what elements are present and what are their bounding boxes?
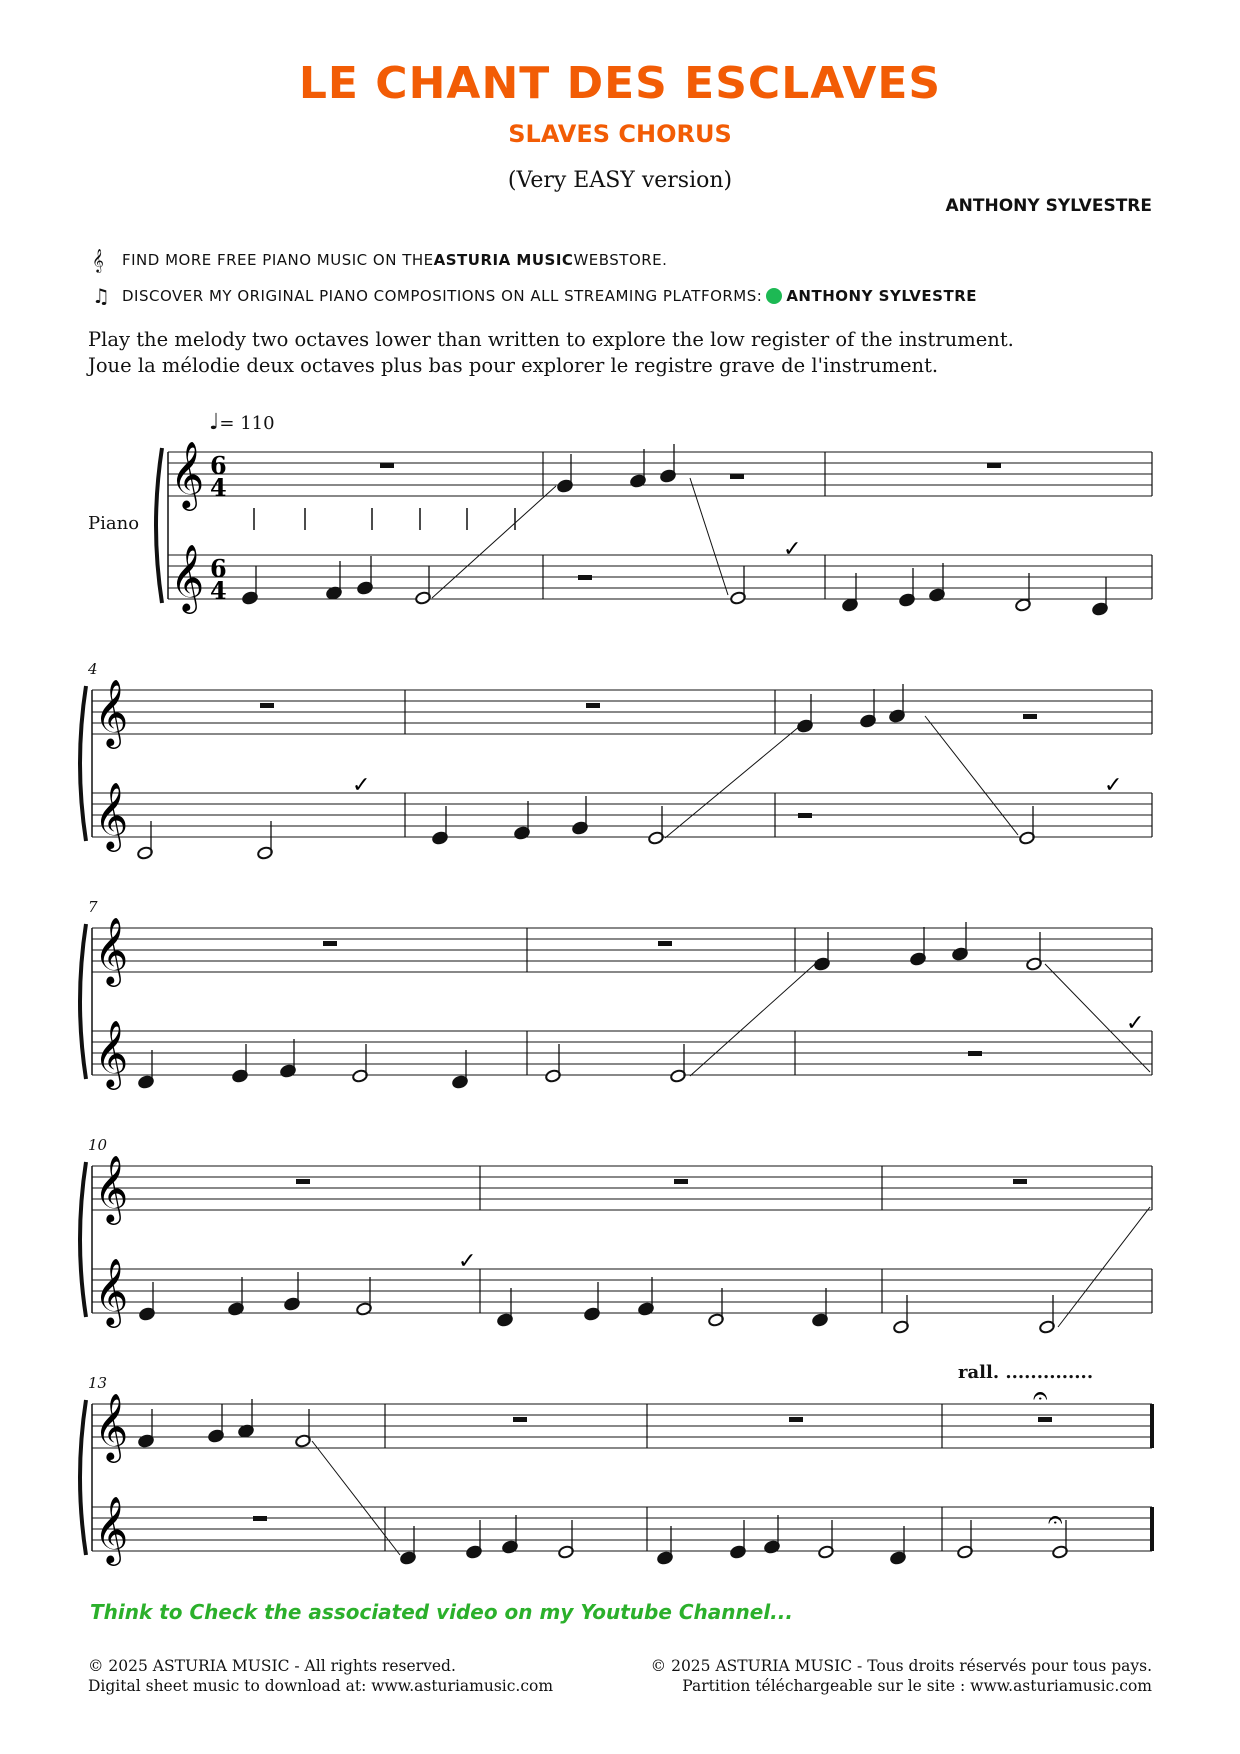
whole-rest — [260, 703, 274, 708]
voice-line — [312, 1441, 400, 1555]
measure-number: 4 — [88, 660, 98, 678]
instruction-french: Joue la mélodie deux octaves plus bas pour explorer le registre grave de l'instrument. — [88, 354, 939, 377]
whole-rest — [253, 1516, 267, 1521]
time-signature-top: 6 — [210, 554, 227, 583]
page-title: LE CHANT DES ESCLAVES — [298, 58, 942, 109]
voice-line — [432, 486, 556, 598]
check-mark-icon: ✓ — [352, 773, 371, 798]
whole-rest — [1013, 1179, 1027, 1184]
measure-number: 13 — [88, 1374, 108, 1392]
fermata-icon: 𝄐 — [1033, 1381, 1048, 1411]
fermata-icon: 𝄐 — [1048, 1505, 1063, 1535]
treble-clef-icon: 𝄞 — [94, 916, 129, 984]
promo-suffix: WEBSTORE. — [573, 251, 668, 269]
whole-rest — [1038, 1417, 1052, 1422]
measure-number: 10 — [88, 1136, 108, 1154]
brace-icon — [80, 1162, 86, 1317]
whole-rest — [798, 813, 812, 818]
whole-rest — [323, 941, 337, 946]
treble-clef-icon: 𝄞 — [94, 1154, 129, 1222]
version-label: (Very EASY version) — [507, 168, 733, 193]
voice-line — [690, 964, 815, 1076]
brace-icon — [80, 686, 86, 841]
time-signature-bottom: 4 — [210, 473, 227, 502]
whole-rest — [586, 703, 600, 708]
treble-clef-icon: 𝄞 — [94, 1019, 129, 1087]
promo-text: FIND MORE FREE PIANO MUSIC ON THE — [122, 251, 434, 269]
treble-clef-icon: 𝄞 — [94, 1392, 129, 1460]
voice-line — [665, 726, 800, 838]
tempo-marking — [209, 410, 275, 435]
download-link-en[interactable]: Digital sheet music to download at: www.asturiamusic.com — [88, 1677, 554, 1695]
brace-icon — [80, 924, 86, 1079]
brace-icon — [156, 448, 162, 603]
whole-rest — [1023, 714, 1037, 719]
treble-clef-icon: 𝄞 — [170, 543, 205, 611]
time-signature-bottom: 4 — [210, 576, 227, 605]
youtube-note: Think to Check the associated video on my Youtube Channel... — [90, 1600, 793, 1624]
page-subtitle: SLAVES CHORUS — [508, 120, 732, 148]
quarter-note-icon: ♩ — [209, 410, 220, 435]
whole-rest — [296, 1179, 310, 1184]
music-notes-icon: ♫ — [92, 284, 111, 308]
treble-clef-icon: 𝄞 — [170, 440, 205, 508]
voice-line — [1058, 1207, 1150, 1327]
check-mark-icon: ✓ — [1126, 1011, 1145, 1036]
measure-number: 7 — [88, 898, 98, 916]
sheet-music-icon: 𝄞 — [92, 248, 105, 272]
whole-rest — [513, 1417, 527, 1422]
treble-clef-icon: 𝄞 — [94, 781, 129, 849]
instruction-english: Play the melody two octaves lower than written to explore the low register of the instrument. — [88, 328, 1014, 351]
brace-icon — [80, 1400, 86, 1555]
copyright-fr: © 2025 ASTURIA MUSIC - Tous droits réservés pour tous pays. — [650, 1657, 1152, 1675]
promo-brand-link[interactable]: ASTURIA MUSIC — [433, 251, 574, 269]
check-mark-icon: ✓ — [783, 537, 802, 562]
copyright-right — [651, 1656, 1152, 1696]
check-mark-icon: ✓ — [1104, 773, 1123, 798]
composer-name: ANTHONY SYLVESTRE — [945, 196, 1152, 216]
copyright-en: © 2025 ASTURIA MUSIC - All rights reserved. — [88, 1657, 456, 1675]
whole-rest — [658, 941, 672, 946]
instrument-label: Piano — [88, 513, 140, 534]
time-signature-top: 6 — [210, 451, 227, 480]
check-mark-icon: ✓ — [458, 1249, 477, 1274]
download-link-fr[interactable]: Partition téléchargeable sur le site : www.asturiamusic.com — [682, 1677, 1152, 1695]
treble-clef-icon: 𝄞 — [94, 1495, 129, 1563]
whole-rest — [789, 1417, 803, 1422]
copyright-left — [88, 1656, 553, 1696]
treble-clef-icon: 𝄞 — [94, 678, 129, 746]
whole-rest — [968, 1051, 982, 1056]
whole-rest — [380, 463, 394, 468]
promo-artist-link[interactable]: ANTHONY SYLVESTRE — [786, 287, 977, 305]
whole-rest — [578, 575, 592, 580]
whole-rest — [730, 474, 744, 479]
rallentando-marking: rall. .............. — [958, 1362, 1094, 1383]
whole-rest — [987, 463, 1001, 468]
tempo-value: = 110 — [219, 413, 275, 434]
whole-rest — [674, 1179, 688, 1184]
treble-clef-icon: 𝄞 — [94, 1257, 129, 1325]
promo-text: DISCOVER MY ORIGINAL PIANO COMPOSITIONS ON ALL STREAMING PLATFORMS: — [122, 287, 763, 305]
